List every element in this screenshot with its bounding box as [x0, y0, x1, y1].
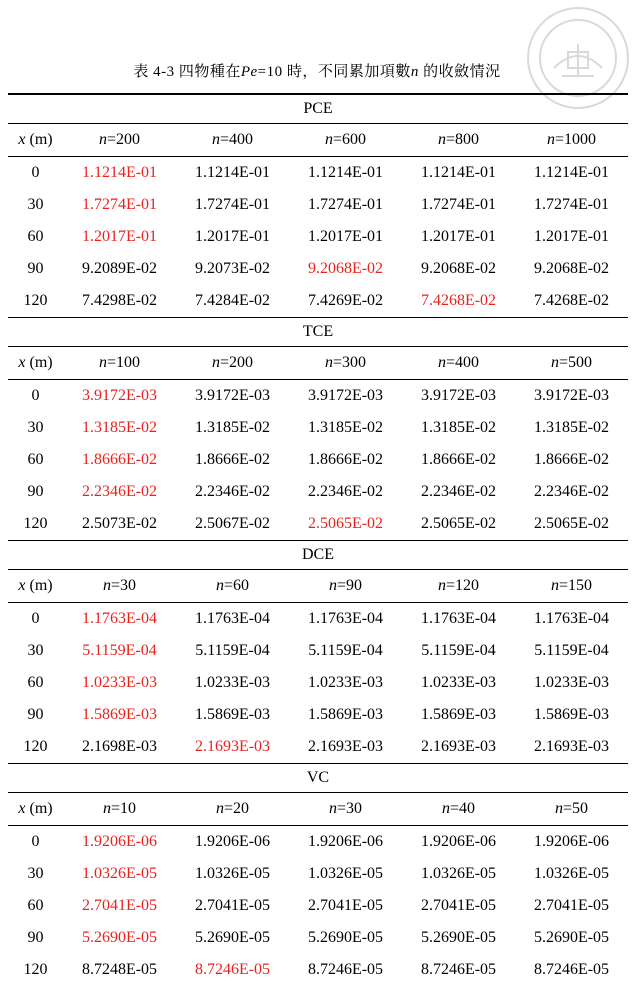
- x-unit: (m): [25, 577, 53, 594]
- n-var: n: [554, 800, 563, 817]
- value-cell: 2.1693E-03: [307, 738, 384, 755]
- n-header: [402, 347, 515, 380]
- n-header: [176, 347, 289, 380]
- x-value-cell: 90: [27, 483, 44, 500]
- column-header-row: [8, 570, 628, 603]
- value-cell: 5.2690E-05: [307, 929, 384, 946]
- x-value-cell: 0: [31, 833, 40, 850]
- x-value-cell: 30: [27, 642, 44, 659]
- n-header: [289, 124, 402, 157]
- value-cell: 1.0233E-03: [533, 674, 610, 691]
- value-cell: 5.1159E-04: [308, 642, 383, 659]
- value-cell: 7.4268E-02: [533, 292, 610, 309]
- n-value: =600: [332, 131, 367, 148]
- n-header: [176, 124, 289, 157]
- x-value-cell: 120: [23, 961, 48, 978]
- n-var: n: [550, 354, 559, 371]
- x-unit: (m): [25, 354, 53, 371]
- value-cell: 2.5065E-02: [420, 515, 497, 532]
- n-header: [402, 570, 515, 603]
- x-var: x: [18, 131, 26, 148]
- n-var: n: [324, 131, 333, 148]
- section-title-row: [8, 764, 628, 793]
- n-var: n: [437, 577, 446, 594]
- n-header: [515, 347, 628, 380]
- table-row: [8, 890, 628, 922]
- value-cell: 1.3185E-02: [307, 419, 384, 436]
- value-cell: 2.2346E-02: [194, 483, 271, 500]
- x-value-cell: 90: [27, 260, 44, 277]
- x-value-cell: 60: [27, 897, 44, 914]
- x-header: [8, 124, 63, 157]
- n-header: [63, 124, 176, 157]
- table-row: [8, 412, 628, 444]
- value-cell: 3.9172E-03: [533, 387, 610, 404]
- n-value: =30: [336, 800, 363, 817]
- value-cell: 1.2017E-01: [533, 228, 610, 245]
- n-var: n: [98, 131, 107, 148]
- value-cell: 1.1214E-01: [307, 164, 384, 181]
- table-row: [8, 253, 628, 285]
- section-title-row: [8, 94, 628, 124]
- value-cell: 2.2346E-02: [307, 483, 384, 500]
- n-value: =50: [562, 800, 589, 817]
- value-cell: 1.9206E-06: [81, 833, 158, 850]
- value-cell: 1.9206E-06: [307, 833, 384, 850]
- value-cell: 5.1159E-04: [195, 642, 270, 659]
- caption-prefix: 表 4-3 四物種在: [133, 64, 241, 80]
- n-var: n: [441, 800, 450, 817]
- table-row: [8, 731, 628, 764]
- value-cell: 1.5869E-03: [194, 706, 271, 723]
- n-var: n: [211, 354, 220, 371]
- table-row: [8, 508, 628, 541]
- value-cell: 1.3185E-02: [194, 419, 271, 436]
- n-value: =30: [110, 577, 137, 594]
- n-var: n: [215, 577, 224, 594]
- value-cell: 9.2068E-02: [533, 260, 610, 277]
- value-cell: 1.9206E-06: [420, 833, 497, 850]
- value-cell: 1.0233E-03: [81, 674, 158, 691]
- n-value: =800: [445, 131, 480, 148]
- value-cell: 1.2017E-01: [194, 228, 271, 245]
- x-value-cell: 0: [31, 387, 40, 404]
- value-cell: 2.7041E-05: [194, 897, 271, 914]
- value-cell: 5.2690E-05: [533, 929, 610, 946]
- n-value: =500: [558, 354, 593, 371]
- value-cell: 2.5065E-02: [307, 515, 384, 532]
- value-cell: 1.3185E-02: [81, 419, 158, 436]
- x-value-cell: 60: [27, 674, 44, 691]
- n-header: [63, 570, 176, 603]
- value-cell: 1.3185E-02: [533, 419, 610, 436]
- value-cell: 1.2017E-01: [420, 228, 497, 245]
- value-cell: 1.0233E-03: [194, 674, 271, 691]
- column-header-row: [8, 347, 628, 380]
- section-title: PCE: [8, 94, 628, 124]
- value-cell: 1.5869E-03: [533, 706, 610, 723]
- table-row: [8, 858, 628, 890]
- x-value-cell: 30: [27, 865, 44, 882]
- value-cell: 1.5869E-03: [81, 706, 158, 723]
- value-cell: 2.7041E-05: [533, 897, 610, 914]
- x-value-cell: 60: [27, 228, 44, 245]
- x-unit: (m): [25, 800, 53, 817]
- caption-var-n: n: [410, 64, 419, 80]
- value-cell: 8.7246E-05: [533, 961, 610, 978]
- n-header: [402, 124, 515, 157]
- value-cell: 1.0326E-05: [420, 865, 497, 882]
- x-value-cell: 90: [27, 929, 44, 946]
- table-row: [8, 157, 628, 190]
- n-value: =200: [106, 131, 141, 148]
- section-title-row: [8, 318, 628, 347]
- n-value: =90: [336, 577, 363, 594]
- n-header: [515, 124, 628, 157]
- x-value-cell: 120: [23, 292, 48, 309]
- n-header: [289, 347, 402, 380]
- value-cell: 9.2089E-02: [81, 260, 158, 277]
- table-row: [8, 922, 628, 954]
- n-header: [176, 570, 289, 603]
- convergence-table: [8, 93, 628, 986]
- value-cell: 3.9172E-03: [307, 387, 384, 404]
- value-cell: 1.7274E-01: [533, 196, 610, 213]
- table-row: [8, 476, 628, 508]
- value-cell: 2.1693E-03: [533, 738, 610, 755]
- x-header: [8, 570, 63, 603]
- n-var: n: [102, 577, 111, 594]
- value-cell: 2.2346E-02: [533, 483, 610, 500]
- value-cell: 1.9206E-06: [194, 833, 271, 850]
- value-cell: 2.1693E-03: [420, 738, 497, 755]
- value-cell: 1.0326E-05: [194, 865, 271, 882]
- column-header-row: [8, 124, 628, 157]
- value-cell: 1.7274E-01: [420, 196, 497, 213]
- value-cell: 1.7274E-01: [194, 196, 271, 213]
- n-value: =300: [332, 354, 367, 371]
- x-value-cell: 60: [27, 451, 44, 468]
- value-cell: 3.9172E-03: [81, 387, 158, 404]
- value-cell: 7.4284E-02: [194, 292, 271, 309]
- section-title: DCE: [8, 541, 628, 570]
- value-cell: 3.9172E-03: [194, 387, 271, 404]
- table-row: [8, 603, 628, 636]
- n-header: [289, 570, 402, 603]
- n-header: [63, 347, 176, 380]
- value-cell: 5.2690E-05: [194, 929, 271, 946]
- x-value-cell: 120: [23, 738, 48, 755]
- value-cell: 1.0326E-05: [81, 865, 158, 882]
- x-value-cell: 30: [27, 419, 44, 436]
- x-value-cell: 90: [27, 706, 44, 723]
- value-cell: 1.1763E-04: [81, 610, 158, 627]
- x-var: x: [18, 354, 26, 371]
- value-cell: 1.1214E-01: [420, 164, 497, 181]
- caption-var-pe: Pe: [240, 64, 258, 80]
- value-cell: 9.2073E-02: [194, 260, 271, 277]
- value-cell: 7.4269E-02: [307, 292, 384, 309]
- value-cell: 1.1763E-04: [307, 610, 384, 627]
- value-cell: 1.1214E-01: [194, 164, 271, 181]
- caption-suffix: 的收斂情況: [418, 64, 501, 80]
- table-row: [8, 954, 628, 986]
- value-cell: 1.1214E-01: [81, 164, 158, 181]
- value-cell: 1.0233E-03: [420, 674, 497, 691]
- x-unit: (m): [25, 131, 53, 148]
- n-header: [515, 570, 628, 603]
- n-value: =120: [445, 577, 480, 594]
- table-row: [8, 380, 628, 413]
- value-cell: 7.4268E-02: [420, 292, 497, 309]
- table-row: [8, 189, 628, 221]
- value-cell: 1.0326E-05: [533, 865, 610, 882]
- n-value: =400: [445, 354, 480, 371]
- value-cell: 1.2017E-01: [81, 228, 158, 245]
- x-var: x: [18, 577, 26, 594]
- table-row: [8, 699, 628, 731]
- value-cell: 1.1763E-04: [420, 610, 497, 627]
- value-cell: 1.0326E-05: [307, 865, 384, 882]
- value-cell: 8.7246E-05: [307, 961, 384, 978]
- value-cell: 2.7041E-05: [307, 897, 384, 914]
- x-header: [8, 793, 63, 826]
- value-cell: 1.1214E-01: [533, 164, 610, 181]
- value-cell: 1.9206E-06: [533, 833, 610, 850]
- value-cell: 1.5869E-03: [420, 706, 497, 723]
- n-value: =20: [223, 800, 250, 817]
- x-header: [8, 347, 63, 380]
- n-header: [63, 793, 176, 826]
- n-header: [402, 793, 515, 826]
- value-cell: 1.8666E-02: [420, 451, 497, 468]
- caption-middle: =10 時，不同累加項數: [257, 64, 411, 80]
- value-cell: 5.1159E-04: [534, 642, 609, 659]
- x-value-cell: 120: [23, 515, 48, 532]
- n-var: n: [550, 577, 559, 594]
- value-cell: 1.0233E-03: [307, 674, 384, 691]
- value-cell: 9.2068E-02: [420, 260, 497, 277]
- value-cell: 2.2346E-02: [81, 483, 158, 500]
- n-var: n: [215, 800, 224, 817]
- column-header-row: [8, 793, 628, 826]
- value-cell: 9.2068E-02: [307, 260, 384, 277]
- table-row: [8, 667, 628, 699]
- n-value: =200: [219, 354, 254, 371]
- table-row: [8, 285, 628, 318]
- table-row: [8, 221, 628, 253]
- n-var: n: [328, 577, 337, 594]
- value-cell: 8.7248E-05: [81, 961, 158, 978]
- n-value: =400: [219, 131, 254, 148]
- table-caption: [0, 60, 634, 81]
- n-header: [289, 793, 402, 826]
- n-value: =10: [110, 800, 137, 817]
- value-cell: 1.3185E-02: [420, 419, 497, 436]
- value-cell: 2.1693E-03: [194, 738, 271, 755]
- table-row: [8, 826, 628, 859]
- value-cell: 5.1159E-04: [421, 642, 496, 659]
- n-value: =1000: [554, 131, 597, 148]
- section-title: TCE: [8, 318, 628, 347]
- value-cell: 5.1159E-04: [82, 642, 157, 659]
- value-cell: 1.1763E-04: [194, 610, 271, 627]
- n-var: n: [546, 131, 555, 148]
- value-cell: 1.5869E-03: [307, 706, 384, 723]
- value-cell: 2.7041E-05: [420, 897, 497, 914]
- x-value-cell: 0: [31, 610, 40, 627]
- value-cell: 1.8666E-02: [194, 451, 271, 468]
- n-header: [176, 793, 289, 826]
- n-var: n: [437, 354, 446, 371]
- n-var: n: [324, 354, 333, 371]
- value-cell: 1.7274E-01: [307, 196, 384, 213]
- x-value-cell: 30: [27, 196, 44, 213]
- value-cell: 3.9172E-03: [420, 387, 497, 404]
- x-var: x: [18, 800, 26, 817]
- value-cell: 2.5073E-02: [81, 515, 158, 532]
- n-var: n: [328, 800, 337, 817]
- value-cell: 8.7246E-05: [420, 961, 497, 978]
- value-cell: 1.8666E-02: [533, 451, 610, 468]
- n-header: [515, 793, 628, 826]
- value-cell: 1.7274E-01: [81, 196, 158, 213]
- n-var: n: [437, 131, 446, 148]
- n-value: =40: [449, 800, 476, 817]
- n-value: =60: [223, 577, 250, 594]
- value-cell: 8.7246E-05: [194, 961, 271, 978]
- value-cell: 7.4298E-02: [81, 292, 158, 309]
- section-title: VC: [8, 764, 628, 793]
- value-cell: 5.2690E-05: [420, 929, 497, 946]
- value-cell: 1.2017E-01: [307, 228, 384, 245]
- n-var: n: [98, 354, 107, 371]
- value-cell: 1.8666E-02: [81, 451, 158, 468]
- value-cell: 2.7041E-05: [81, 897, 158, 914]
- table-row: [8, 635, 628, 667]
- value-cell: 2.1698E-03: [81, 738, 158, 755]
- value-cell: 2.2346E-02: [420, 483, 497, 500]
- table-row: [8, 444, 628, 476]
- n-value: =100: [106, 354, 141, 371]
- n-value: =150: [558, 577, 593, 594]
- n-var: n: [102, 800, 111, 817]
- value-cell: 2.5067E-02: [194, 515, 271, 532]
- section-title-row: [8, 541, 628, 570]
- value-cell: 1.1763E-04: [533, 610, 610, 627]
- value-cell: 5.2690E-05: [81, 929, 158, 946]
- x-value-cell: 0: [31, 164, 40, 181]
- value-cell: 2.5065E-02: [533, 515, 610, 532]
- value-cell: 1.8666E-02: [307, 451, 384, 468]
- n-var: n: [211, 131, 220, 148]
